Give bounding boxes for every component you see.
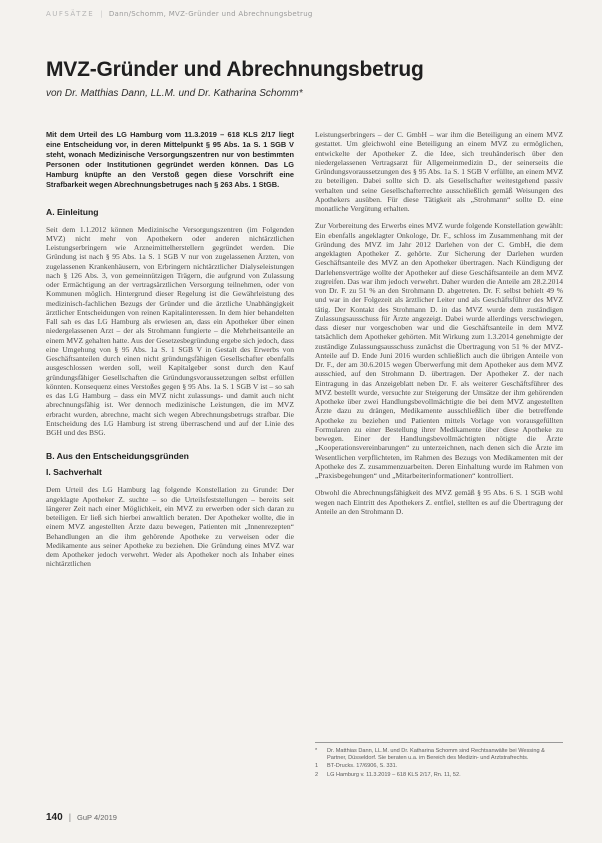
header-separator: | [100, 10, 103, 18]
running-header [46, 10, 566, 24]
article-authors: von Dr. Matthias Dann, LL.M. und Dr. Katharina Schomm* [46, 88, 303, 99]
footnote-marker: * [315, 748, 318, 754]
page-number: 140 [46, 812, 63, 823]
footnote-text: Dr. Matthias Dann, LL.M. und Dr. Katharina Schomm sind Rechtsanwälte bei Wessing & Partner, Düsseldorf. Sie beraten u.a. im Bereich des Medizin- und Arztstrafrechts. [327, 748, 545, 762]
facts-paragraph-2: Zur Vorbereitung des Erwerbs eines MVZ wurde folgende Konstellation gewählt: Ein ebenfalls angeklagter Onkologe, Dr. F., schloss im Zusammenhang mit der Gründung des MVZ im Jahr 2012 Darlehen von der C. GmbH, die dem angeklagten Apotheker Z. gehörte. Zur Sicherung der Darlehen wurden Geschäftsanteile des MVZ an den Apotheker übertragen. Nach Kündigung der Darlehensverträge wollte der Apotheker auf diese Geschäftsanteile an dem MVZ zugreifen. Das war ihm jedoch verwehrt. Daher wurden die Anteile am 28.2.2014 von Dr. F. zu 51 % an den Strohmann D. abgetreten. Dr. F. selbst behielt 49 % und war in der Folgezeit als ärztlicher Leiter und als Geschäftsführer des MVZ tätig. Der Kontakt des Strohmann D. in das MVZ wurde dem zuständigen Zulassungsausschuss für Ärzte angezeigt. Dabei wurde allerdings verschwiegen, dass dieser nur vorgeschoben war und die Geschäftsanteile in dem MVZ tatsächlich dem Apotheker gehörten. Mit Wirkung zum 1.3.2014 genehmigte der zuständige Zulassungsausschuss zunächst die Übertragung von 51 % der MVZ-Anteile auf D. Ende Juni 2016 wurden schließlich auch die übrigen Anteile von Dr. F., der am 30.6.2015 wegen Überwerfung mit dem Apotheker aus dem MVZ ausschied, auf den Strohmann D. übertragen. Der Apotheker Z. der nach Eintragung in das Anzeigeblatt neben Dr. F. als weiterer Geschäftsführer des MVZ bestellt wurde, versuchte zur Steigerung der Umsätze der ihm gehörenden Apotheke über zwei Handlungsbevollmächtigte die bei dem MVZ angestellten Ärzte dazu zu drängen, Medikamente ausschließlich über die betreffende Apotheke zu beziehen und Patienten mittels Vorlage von vorausgefüllten Formularen zu einer Bestellung ihrer Medikamente über diese Apotheke zu bewegen. Einer der Handlungsbevollmächtigten nötigte die Ärzte „Kooperationsvereinbarungen“ zu unterzeichnen, nach denen sich die Ärzte im Wesentlichen verpflichteten, im Rahmen des Bezugs von Medikamenten mit der Apotheke des Z. zusammenzuarbeiten. Deren Einhaltung wurde im Rahmen von „Praxisbegehungen“ und „Mitarbeiterinformationen“ kontrolliert. [315, 221, 563, 480]
article-title: MVZ-Gründer und Abrechnungsbetrug [46, 58, 424, 81]
lead-paragraph: Mit dem Urteil des LG Hamburg vom 11.3.2019 – 618 KLS 2/17 liegt eine Entscheidung vor, in deren Mittelpunkt § 95 Abs. 1a S. 1 SGB V steht, wonach Medizinische Versorgungszentren nur von bestimmten Personen oder Institutionen gegründet werden können. Das LG Hamburg knüpfte an den Verstoß gegen diese Vorschrift eine Strafbarkeit wegen Abrechnungsbetruges nach § 263 Abs. 1 StGB. [46, 130, 294, 190]
running-title: Dann/Schomm, MVZ-Gründer und Abrechnungsbetrug [108, 10, 313, 18]
section-label: AUFSÄTZE [46, 10, 95, 18]
facts-paragraph-3: Obwohl die Abrechnungsfähigkeit des MVZ gemäß § 95 Abs. 6 S. 1 SGB wohl wegen nach Eintritt des Apothekers Z. entfiel, stellten es auf die Übertragung der Anteile an den Strohmann D. [315, 488, 563, 516]
facts-paragraph-left: Dem Urteil des LG Hamburg lag folgende Konstellation zu Grunde: Der angeklagte Apotheker Z. suchte – so die Urteilsfeststellungen – bereits seit längerer Zeit nach einer Möglichkeit, ein MVZ zu erwerben oder sich daran zu beteiligen. Er ließ sich hierbei anwaltlich beraten. Der Apotheker wollte, die in einem MVZ angestellten Ärzte dazu bewegen, Patienten mit „Innenrezepten“ Behandlungen an die ihm gehörende Apotheke zu verweisen oder die Medikamente aus seiner Apotheke zu beziehen. Die Gründung eines MVZ war dem Apotheker jedoch verwehrt. Weder als Apotheker noch als Inhaber eines nichtärztlichen [46, 485, 294, 569]
footnote-marker: 2 [315, 771, 319, 778]
footnote-author [315, 748, 563, 762]
facts-paragraph-1: Leistungserbringers – der C. GmbH – war ihm die Beteiligung an einem MVZ gestattet. Um gleichwohl eine Beteiligung an einem MVZ zu ermöglichen, entwickelte der Apotheker Z. die Idee, sich treuhänderisch über den niedergelassenen Vertragsarzt für Allgemeinmedizin D., der seinerseits die Gründungsvoraussetzungen des § 95 Abs. 1a S. 1 SGB V erfüllte, an einem MVZ zu beteiligen. Dabei sollte sich D. als Gesellschafter weitestgehend passiv verhalten und seine Gesellschafterrechte ausschließlich gemäß Weisungen des Apothekers ausüben. Für diese Tätigkeit als „Strohmann“ sollte D. eine monatliche Vergütung erhalten. [315, 130, 563, 213]
footnote-1 [315, 763, 563, 770]
journal-issue: GuP 4/2019 [77, 813, 117, 822]
left-column [46, 130, 294, 569]
footnote-text: LG Hamburg v. 11.3.2019 – 618 KLS 2/17, Rn. 11, 52. [327, 771, 461, 778]
heading-einleitung: A. Einleitung [46, 206, 99, 217]
intro-paragraph: Seit dem 1.1.2012 können Medizinische Versorgungszentren (im Folgenden MVZ) nicht mehr von Apothekern oder anderen nichtärztlichen Leistungserbringern wie Arzneimittelherstellern gegründet werden. Die Gründung ist nach § 95 Abs. 1a S. 1 SGB V nur von zugelassenen Ärzten, von zugelassenen Krankenhäusern, von Erbringern nichtärztlicher Dialyseleistungen nach § 126 Abs. 3, von gemeinnützigen Trägern, die aufgrund von Zulassung oder Ermächtigung an der vertragsärztlichen Versorgung teilnehmen, oder von Kommunen möglich. Hintergrund dieser Regelung ist die Gewährleistung des medizinisch-fachlichen Bezugs der Gründer und die ärztliche Unabhängigkeit ärztlicher Entscheidungen von reinen Kapitalinteressen. In dem hier behandelten Fall sah es das LG Hamburg als erwiesen an, dass ein Apotheker über einen niedergelassenen Arzt – der als Strohmann fungierte – die Mehrheitsanteile an einem MVZ gehalten hatte. Aus der Gesetzesbegründung ergebe sich jedoch, dass eine Umgehung von § 95 Abs. 1a S. 1 SGB V in Gestalt des Erwerbs von Geschäftsanteilen durch einen nicht gründungsfähigen Gesellschafter ebenfalls ausgeschlossen werden soll, weil Kapitalgeber sonst durch den Kauf gründungsfähiger Gesellschaften die Gründungsvoraussetzungen selbst erfüllen könnten. Konsequenz eines Verstoßes gegen § 95 Abs. 1a S. 1 SGB V ist – so sah es das LG Hamburg – dass ein MVZ nicht zulassungs- und damit auch nicht abrechnungsfähig ist. Wer dennoch medizinische Leistungen, die im MVZ erbracht wurden, abrechne, macht sich wegen Abrechnungsbetrugs strafbar. Die Entscheidung des LG Hamburg ist streng überraschend und auf der Linie des BGH und des BSG. [46, 224, 294, 438]
heading-entscheidungsgruende: B. Aus den Entscheidungsgründen [46, 451, 189, 462]
footnote-marker: 1 [315, 763, 319, 770]
page-footer [46, 812, 117, 823]
footnote-2 [315, 772, 563, 779]
right-column [315, 130, 563, 516]
footnotes [315, 742, 563, 780]
heading-sachverhalt: I. Sachverhalt [46, 467, 102, 478]
footer-separator: | [68, 812, 72, 822]
footnote-text: BT-Drucks. 17/6906, S. 331. [327, 763, 398, 770]
